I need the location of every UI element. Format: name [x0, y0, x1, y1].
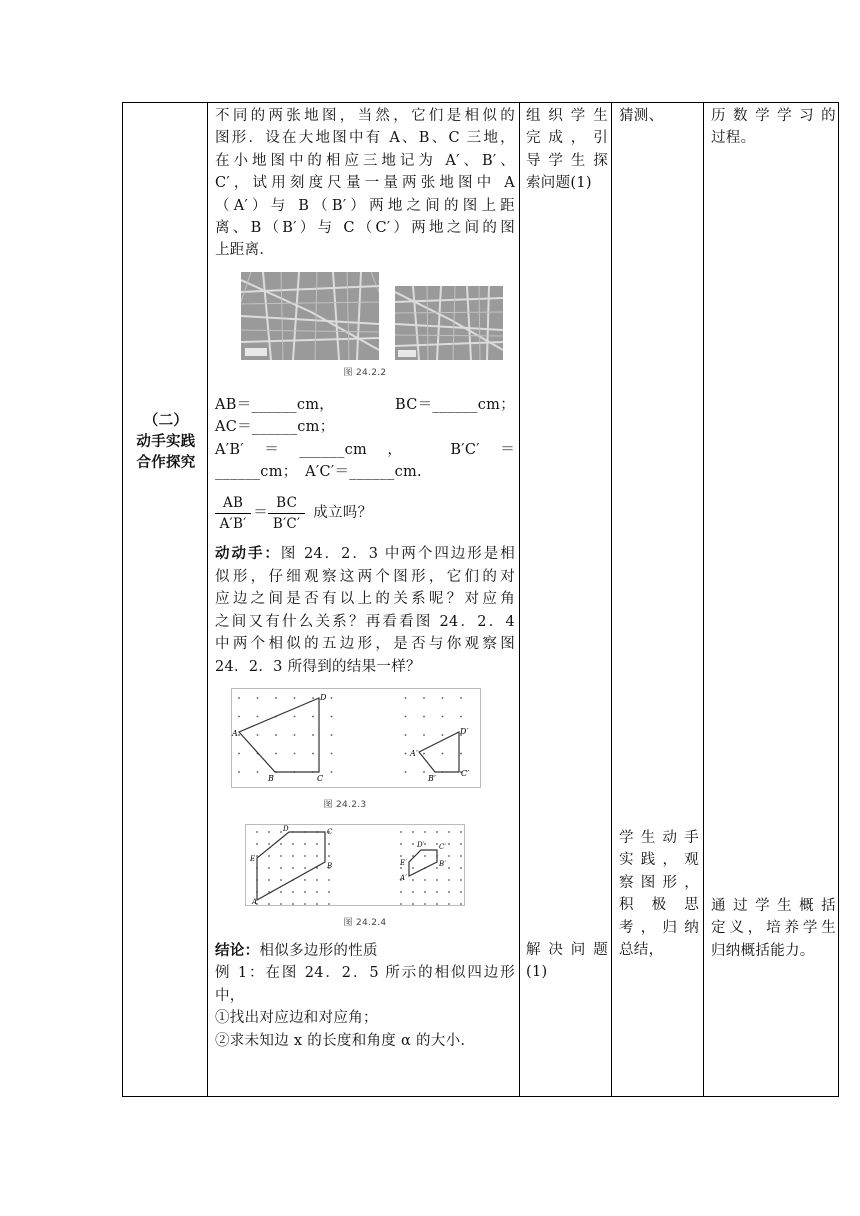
- grid-dot: [436, 867, 438, 869]
- intro-line: 不同的两张地图，当然，它们是相似的: [215, 108, 515, 124]
- vertex-label-a-prime: A′: [400, 873, 408, 882]
- grid-dot: [412, 891, 414, 893]
- grid-dot: [292, 855, 294, 857]
- ratio-equation: [215, 489, 515, 537]
- intro-line: 在小地图中的相应三地记为 A′、B′、: [215, 152, 515, 169]
- grid-dot: [423, 697, 425, 699]
- grid-dot: [460, 831, 462, 833]
- intent-line: 通过学生概括: [711, 898, 836, 914]
- grid-dot: [312, 716, 314, 718]
- large-map-image: [241, 272, 379, 360]
- grid-dot: [400, 831, 402, 833]
- intro-line: 上距离．: [215, 242, 275, 259]
- stage-number: （二）: [143, 413, 189, 429]
- grid-dot: [294, 753, 296, 755]
- grid-dot: [268, 831, 270, 833]
- grid-dot: [436, 891, 438, 893]
- grid-dot: [280, 843, 282, 845]
- grid-dot: [328, 843, 330, 845]
- grid-dot: [405, 697, 407, 699]
- grid-dot: [442, 753, 444, 755]
- intro-line: C′，试用刻度尺量一量两张地图中 A: [215, 175, 515, 192]
- grid-dot: [405, 753, 407, 755]
- vertex-label-e: E: [250, 854, 256, 863]
- grid-dot: [448, 855, 450, 857]
- grid-dot: [257, 771, 259, 773]
- grid-dot: [312, 697, 314, 699]
- grid-dot: [436, 903, 438, 905]
- example-item: ②求未知边 x 的长度和角度 α 的大小.: [215, 1032, 466, 1049]
- grid-dot: [442, 716, 444, 718]
- grid-dot: [460, 716, 462, 718]
- vertex-label-b: B: [327, 861, 333, 870]
- fraction-denominator: B′C′: [272, 515, 301, 532]
- grid-dot: [460, 903, 462, 905]
- grid-dot: [294, 734, 296, 736]
- vertex-label-a: A: [252, 897, 258, 906]
- vertex-label-a-prime: A′: [410, 748, 419, 758]
- grid-dot: [331, 697, 333, 699]
- intent-line: 历数学学习的: [711, 108, 836, 124]
- grid-dot: [316, 843, 318, 845]
- grid-dot: [331, 734, 333, 736]
- column-divider: [207, 103, 208, 1096]
- hands-on-line: 中两个相似的五边形，是否与你观察图: [215, 636, 515, 653]
- equals-sign: ＝: [253, 505, 269, 522]
- grid-dot: [460, 867, 462, 869]
- grid-dot: [316, 879, 318, 881]
- grid-dot: [294, 697, 296, 699]
- student-line: 总结，: [619, 942, 664, 959]
- measure-ac: AC＝______cm；: [215, 419, 335, 436]
- conclusion-label: 结论：: [215, 942, 260, 959]
- figure-pentagons: [215, 820, 515, 934]
- grid-dot: [280, 891, 282, 893]
- map-figure-caption: 图 24.2.2: [343, 367, 387, 378]
- grid-dot: [400, 855, 402, 857]
- vertex-label-d: D: [283, 824, 289, 833]
- grid-dot: [268, 879, 270, 881]
- grid-dot: [424, 903, 426, 905]
- column-divider: [703, 103, 704, 1096]
- grid-dot: [460, 843, 462, 845]
- intent-line: 过程。: [711, 130, 756, 147]
- grid-dot: [304, 891, 306, 893]
- hands-on-line: 应边之间是否有以上的关系呢？对应角: [215, 591, 515, 608]
- grid-dot: [423, 734, 425, 736]
- fraction-denominator: A′B′: [219, 515, 247, 532]
- teacher-line: 组织学生: [526, 108, 608, 124]
- grid-dot: [442, 697, 444, 699]
- grid-dot: [268, 855, 270, 857]
- intent-line: 归纳概括能力。: [711, 942, 815, 959]
- vertex-label-e-prime: E′: [400, 858, 408, 867]
- student-line: 猜测、: [619, 108, 664, 124]
- hands-on-line: [215, 543, 515, 565]
- grid-dot: [304, 843, 306, 845]
- fraction-numerator: BC: [268, 493, 305, 514]
- stage-title-line: 动手实践: [136, 434, 196, 450]
- student-line: 实践，观: [619, 852, 699, 869]
- design-intent-cell: [711, 895, 836, 962]
- measure-bc: BC＝______cm；: [395, 396, 515, 413]
- vertex-label-b: B: [268, 773, 275, 783]
- column-divider: [611, 103, 612, 1096]
- hands-on-label: 动动手：: [215, 546, 281, 563]
- intro-line: 离、B（B′）与 C（C′）两地之间的图: [215, 220, 515, 237]
- conclusion-block: [215, 940, 515, 1052]
- vertex-label-c-prime: C′: [439, 842, 447, 851]
- grid-dot: [400, 843, 402, 845]
- grid-dot: [423, 753, 425, 755]
- grid-dot: [448, 831, 450, 833]
- teacher-line: 完成，引: [526, 130, 608, 147]
- grid-dot: [304, 903, 306, 905]
- small-map-image: [395, 286, 503, 360]
- grid-dot: [256, 831, 258, 833]
- grid-dot: [424, 891, 426, 893]
- vertex-label-b-prime: B′: [428, 773, 437, 783]
- grid-dot: [424, 879, 426, 881]
- grid-dot: [448, 867, 450, 869]
- example-line: 中，: [215, 987, 245, 1004]
- grid-dot: [304, 867, 306, 869]
- intro-line: 图形．设在大地图中有 A、B、C 三地，: [215, 130, 515, 147]
- grid-dot: [331, 753, 333, 755]
- teacher-line: 导学生探: [526, 152, 608, 169]
- grid-dot: [275, 697, 277, 699]
- grid-dot: [275, 753, 277, 755]
- grid-dot: [400, 891, 402, 893]
- student-line: 学生动手: [619, 830, 699, 846]
- content-cell: [215, 105, 515, 1052]
- grid-dot: [328, 879, 330, 881]
- grid-dot: [331, 716, 333, 718]
- grid-dot: [280, 831, 282, 833]
- grid-dot: [316, 855, 318, 857]
- grid-dot: [268, 903, 270, 905]
- grid-dot: [442, 734, 444, 736]
- lesson-table: [122, 102, 839, 1097]
- grid-dot: [424, 831, 426, 833]
- hands-on-line: 似形，仔细观察这两个图形，它们的对: [215, 568, 515, 585]
- grid-dot: [292, 903, 294, 905]
- grid-dot: [405, 716, 407, 718]
- grid-dot: [280, 867, 282, 869]
- teacher-activity-cell: [526, 939, 608, 984]
- column-divider: [519, 103, 520, 1096]
- fraction-ab: [215, 493, 251, 534]
- vertex-label-b-prime: B′: [439, 859, 447, 868]
- grid-dot: [460, 891, 462, 893]
- grid-dot: [400, 867, 402, 869]
- stage-title-line: 合作探究: [136, 455, 196, 471]
- measure-ab: AB＝______cm，: [215, 396, 335, 413]
- grid-dot: [436, 879, 438, 881]
- grid-dot: [238, 716, 240, 718]
- figure-caption: 图 24.2.4: [343, 917, 387, 928]
- grid-dot: [238, 753, 240, 755]
- grid-dot: [460, 879, 462, 881]
- fraction-numerator: AB: [215, 493, 251, 514]
- student-line: 积 极 思: [619, 897, 699, 914]
- teacher-activity-cell: [526, 105, 608, 195]
- grid-dot: [412, 879, 414, 881]
- quadrilateral-diagram: [231, 688, 481, 788]
- grid-dot: [312, 734, 314, 736]
- grid-dot: [238, 734, 240, 736]
- grid-dot: [460, 697, 462, 699]
- student-activity-cell: [619, 105, 699, 127]
- grid-dot: [423, 771, 425, 773]
- grid-dot: [238, 771, 240, 773]
- grid-dot: [412, 831, 414, 833]
- grid-dot: [294, 716, 296, 718]
- grid-dot: [256, 855, 258, 857]
- example-line: 例 1：在图 24．2．5 所示的相似四边形: [215, 965, 515, 982]
- intro-line: （A′）与 B（B′）两地之间的图上距: [215, 197, 515, 214]
- intent-line: 定义，培养学生: [711, 920, 836, 937]
- grid-dot: [412, 903, 414, 905]
- grid-dot: [328, 855, 330, 857]
- grid-dot: [423, 716, 425, 718]
- grid-dot: [312, 753, 314, 755]
- figure-quadrilaterals: [215, 684, 515, 820]
- grid-dot: [448, 903, 450, 905]
- grid-dot: [448, 879, 450, 881]
- teacher-line: (1): [526, 964, 548, 981]
- grid-dot: [436, 831, 438, 833]
- vertex-label-c: C: [327, 827, 333, 836]
- conclusion-line: [215, 940, 515, 962]
- grid-dot: [280, 879, 282, 881]
- hands-on-paragraph: [215, 543, 515, 677]
- grid-dot: [292, 843, 294, 845]
- example-item: ①找出对应边和对应角；: [215, 1010, 378, 1027]
- measure-line: ______cm； A′C′＝______cm.: [215, 464, 422, 481]
- design-intent-cell: [711, 105, 836, 150]
- grid-dot: [405, 734, 407, 736]
- hands-on-line: 24．2．3 所得到的结果一样？: [215, 658, 421, 675]
- grid-dot: [424, 855, 426, 857]
- grid-dot: [316, 903, 318, 905]
- grid-dot: [304, 879, 306, 881]
- hands-on-text: 图 24．2．3 中两个四边形是相: [280, 546, 516, 563]
- grid-dot: [257, 734, 259, 736]
- grid-dot: [280, 855, 282, 857]
- measure-block: [215, 394, 515, 484]
- pentagon-diagram: [245, 824, 465, 906]
- hands-on-line: 之间又有什么关系？再看看图 24．2．4: [215, 613, 515, 630]
- grid-dot: [268, 843, 270, 845]
- grid-dot: [275, 734, 277, 736]
- figure-caption: 图 24.2.3: [323, 799, 367, 810]
- grid-dot: [328, 891, 330, 893]
- grid-dot: [460, 855, 462, 857]
- grid-dot: [448, 891, 450, 893]
- student-activity-cell: [619, 827, 699, 961]
- measure-line: A′B′＝______cm， B′C′＝: [215, 441, 515, 458]
- grid-dot: [256, 843, 258, 845]
- grid-dot: [405, 771, 407, 773]
- map-figure: [215, 270, 515, 378]
- stage-cell: [127, 411, 205, 474]
- measure-line: [215, 394, 515, 416]
- conclusion-text: 相似多边形的性质: [259, 942, 378, 959]
- grid-dot: [316, 891, 318, 893]
- vertex-label-d-prime: D′: [460, 726, 469, 736]
- grid-dot: [400, 903, 402, 905]
- grid-dot: [448, 843, 450, 845]
- grid-dot: [460, 753, 462, 755]
- grid-dot: [292, 891, 294, 893]
- teacher-line: 索问题(1): [526, 175, 592, 192]
- grid-dot: [280, 903, 282, 905]
- equation-question: 成立吗？: [313, 505, 373, 522]
- fraction-bc: [268, 493, 305, 534]
- teacher-line: 解决问题: [526, 942, 608, 958]
- vertex-label-d-prime: D′: [417, 840, 425, 849]
- grid-dot: [257, 697, 259, 699]
- student-line: 察图形，: [619, 874, 699, 891]
- grid-dot: [436, 843, 438, 845]
- vertex-label-c: C: [317, 773, 324, 783]
- vertex-label-d: D: [320, 692, 327, 702]
- grid-dot: [257, 716, 259, 718]
- grid-dot: [412, 867, 414, 869]
- grid-dot: [328, 903, 330, 905]
- grid-dot: [268, 867, 270, 869]
- grid-dot: [304, 855, 306, 857]
- student-line: 考，归纳: [619, 919, 699, 936]
- vertex-label-c-prime: C′: [461, 768, 470, 778]
- grid-dot: [238, 697, 240, 699]
- vertex-label-a: A: [232, 728, 239, 738]
- grid-dot: [412, 843, 414, 845]
- grid-dot: [292, 867, 294, 869]
- grid-dot: [331, 771, 333, 773]
